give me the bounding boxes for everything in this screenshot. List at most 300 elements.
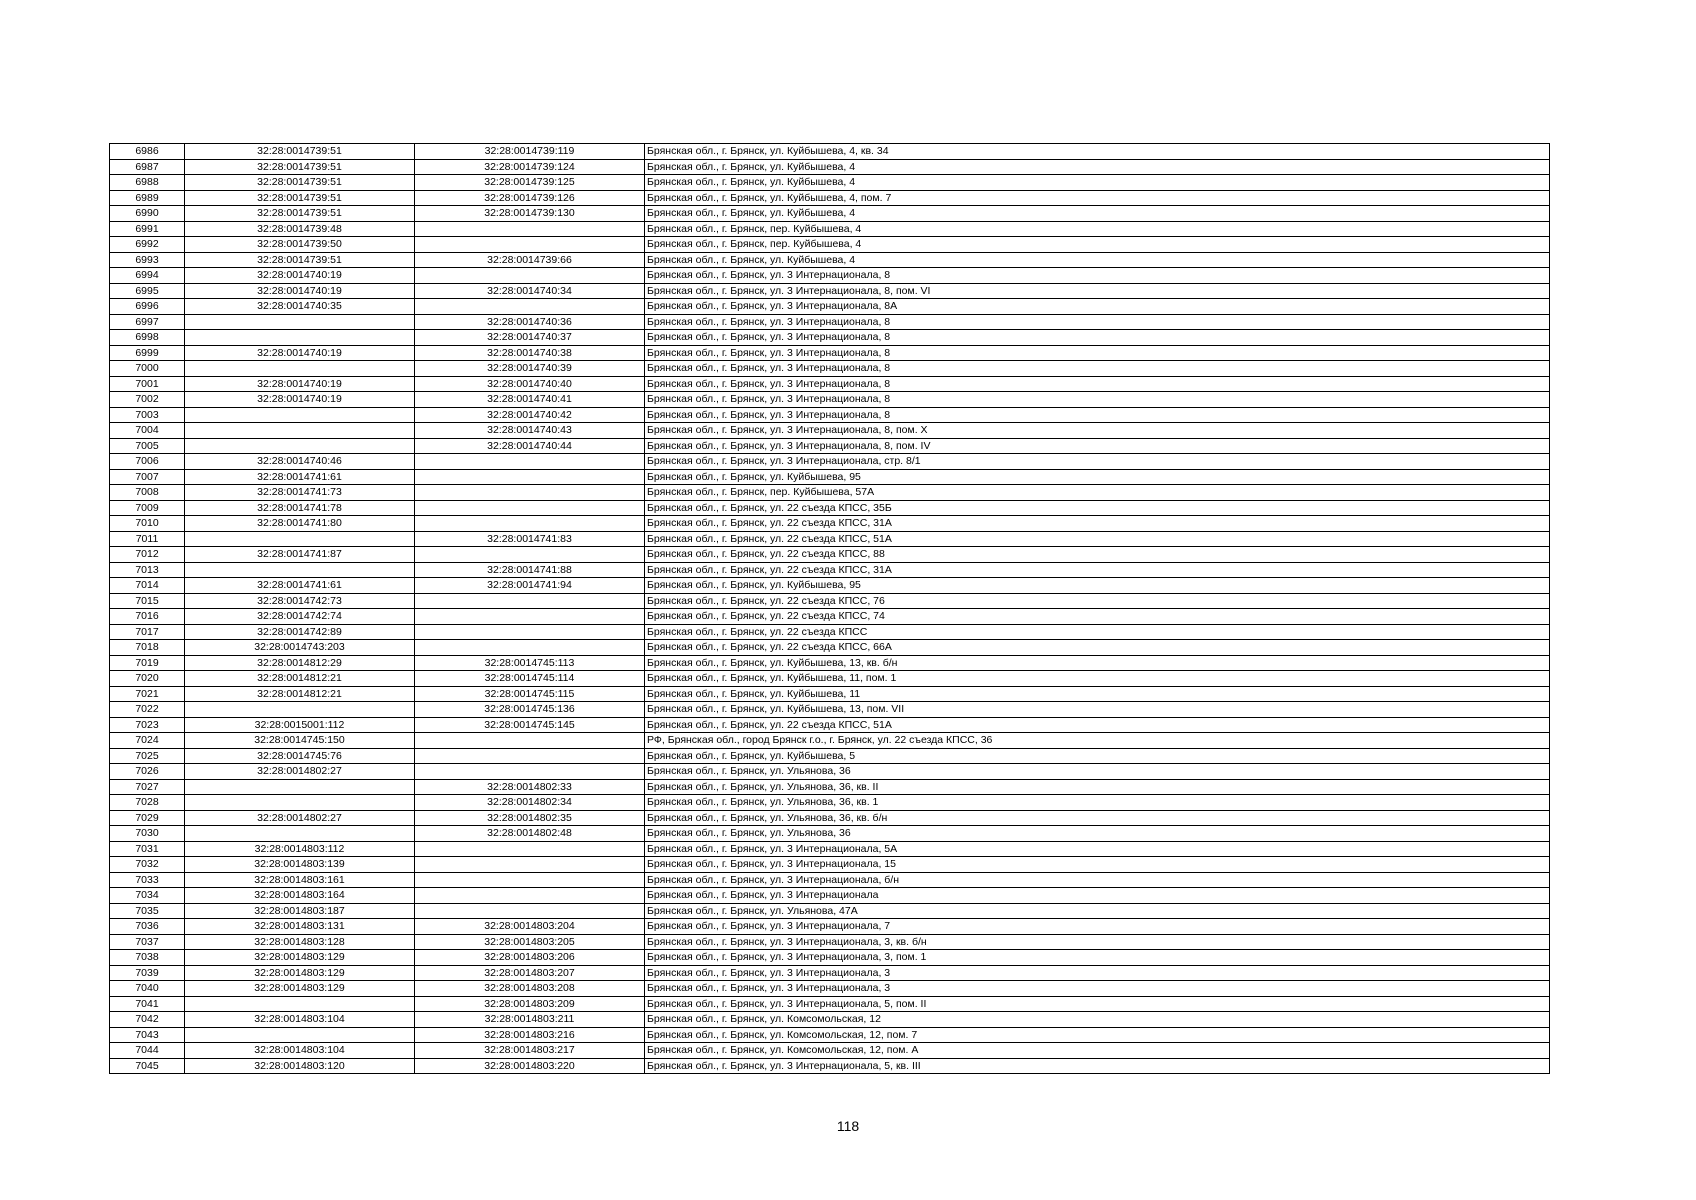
table-row (110, 717, 1550, 733)
address-cell: Брянская обл., г. Брянск, ул. Ульянова, 47А (645, 903, 1550, 919)
table-row (110, 981, 1550, 997)
table-row (110, 810, 1550, 826)
cadastral-number-cell: 32:28:0014740:44 (415, 438, 645, 454)
parent-cadastral-number-cell: 32:28:0014803:139 (185, 857, 415, 873)
cadastral-number-cell: 32:28:0014740:37 (415, 330, 645, 346)
row-number-cell: 7037 (110, 934, 185, 950)
row-number-cell: 7012 (110, 547, 185, 563)
row-number-cell: 7020 (110, 671, 185, 687)
table-row (110, 531, 1550, 547)
address-cell: Брянская обл., г. Брянск, ул. 3 Интернационала, 8 (645, 392, 1550, 408)
cadastral-number-cell: 32:28:0014745:114 (415, 671, 645, 687)
row-number-cell: 7019 (110, 655, 185, 671)
address-cell: Брянская обл., г. Брянск, ул. Куйбышева, 4, кв. 34 (645, 144, 1550, 160)
address-cell: Брянская обл., г. Брянск, ул. Куйбышева, 95 (645, 578, 1550, 594)
table-row (110, 423, 1550, 439)
cadastral-number-cell: 32:28:0014741:88 (415, 562, 645, 578)
address-cell: Брянская обл., г. Брянск, ул. 3 Интернационала, 3, кв. б/н (645, 934, 1550, 950)
row-number-cell: 6996 (110, 299, 185, 315)
table-row (110, 500, 1550, 516)
address-cell: Брянская обл., г. Брянск, ул. Куйбышева, 4 (645, 252, 1550, 268)
table-row (110, 314, 1550, 330)
cadastral-number-cell: 32:28:0014803:217 (415, 1043, 645, 1059)
table-row (110, 965, 1550, 981)
parent-cadastral-number-cell (185, 702, 415, 718)
address-cell: Брянская обл., г. Брянск, ул. 22 съезда КПСС, 66А (645, 640, 1550, 656)
table-row (110, 934, 1550, 950)
cadastral-number-cell (415, 516, 645, 532)
cadastral-number-cell (415, 872, 645, 888)
address-cell: Брянская обл., г. Брянск, ул. 3 Интернационала, 8 (645, 361, 1550, 377)
address-cell: Брянская обл., г. Брянск, ул. 22 съезда КПСС, 31А (645, 562, 1550, 578)
cadastral-number-cell: 32:28:0014745:113 (415, 655, 645, 671)
parent-cadastral-number-cell: 32:28:0014803:129 (185, 950, 415, 966)
cadastral-number-cell (415, 640, 645, 656)
table-row (110, 361, 1550, 377)
table-row (110, 686, 1550, 702)
parent-cadastral-number-cell: 32:28:0014740:19 (185, 283, 415, 299)
parent-cadastral-number-cell (185, 314, 415, 330)
row-number-cell: 6989 (110, 190, 185, 206)
address-cell: Брянская обл., г. Брянск, ул. Куйбышева, 11 (645, 686, 1550, 702)
row-number-cell: 7011 (110, 531, 185, 547)
address-cell: Брянская обл., г. Брянск, ул. 22 съезда КПСС, 31А (645, 516, 1550, 532)
cadastral-number-cell: 32:28:0014741:94 (415, 578, 645, 594)
table-row (110, 345, 1550, 361)
parent-cadastral-number-cell: 32:28:0014739:51 (185, 252, 415, 268)
table-row (110, 547, 1550, 563)
address-cell: Брянская обл., г. Брянск, ул. 3 Интернационала, 5, пом. II (645, 996, 1550, 1012)
parent-cadastral-number-cell: 32:28:0014803:187 (185, 903, 415, 919)
address-cell: Брянская обл., г. Брянск, ул. Комсомольская, 12, пом. 7 (645, 1027, 1550, 1043)
parent-cadastral-number-cell: 32:28:0014803:129 (185, 965, 415, 981)
row-number-cell: 7041 (110, 996, 185, 1012)
cadastral-number-cell: 32:28:0014739:130 (415, 206, 645, 222)
row-number-cell: 6990 (110, 206, 185, 222)
row-number-cell: 7035 (110, 903, 185, 919)
page-number: 118 (836, 1118, 860, 1134)
cadastral-number-cell (415, 748, 645, 764)
table-row (110, 237, 1550, 253)
cadastral-number-cell: 32:28:0014740:38 (415, 345, 645, 361)
table-row (110, 996, 1550, 1012)
row-number-cell: 7003 (110, 407, 185, 423)
table-row (110, 516, 1550, 532)
row-number-cell: 7025 (110, 748, 185, 764)
address-cell: РФ, Брянская обл., город Брянск г.о., г. Брянск, ул. 22 съезда КПСС, 36 (645, 733, 1550, 749)
address-cell: Брянская обл., г. Брянск, ул. 22 съезда КПСС, 88 (645, 547, 1550, 563)
parent-cadastral-number-cell: 32:28:0014741:87 (185, 547, 415, 563)
row-number-cell: 7027 (110, 779, 185, 795)
row-number-cell: 7018 (110, 640, 185, 656)
cadastral-number-cell: 32:28:0014803:206 (415, 950, 645, 966)
table-row (110, 159, 1550, 175)
table-row (110, 1043, 1550, 1059)
parent-cadastral-number-cell: 32:28:0014739:51 (185, 206, 415, 222)
row-number-cell: 6986 (110, 144, 185, 160)
row-number-cell: 7040 (110, 981, 185, 997)
cadastral-number-cell: 32:28:0014740:39 (415, 361, 645, 377)
cadastral-number-cell: 32:28:0014740:42 (415, 407, 645, 423)
parent-cadastral-number-cell (185, 826, 415, 842)
parent-cadastral-number-cell: 32:28:0014740:35 (185, 299, 415, 315)
row-number-cell: 7039 (110, 965, 185, 981)
cadastral-number-cell: 32:28:0014739:124 (415, 159, 645, 175)
parent-cadastral-number-cell: 32:28:0014739:50 (185, 237, 415, 253)
address-cell: Брянская обл., г. Брянск, ул. 3 Интернационала, 7 (645, 919, 1550, 935)
table-row (110, 252, 1550, 268)
table-row (110, 1058, 1550, 1074)
cadastral-number-cell: 32:28:0014740:34 (415, 283, 645, 299)
document-sheet (109, 143, 1549, 1074)
cadastral-number-cell (415, 888, 645, 904)
parent-cadastral-number-cell: 32:28:0014745:76 (185, 748, 415, 764)
address-cell: Брянская обл., г. Брянск, ул. 3 Интернационала, 8, пом. IV (645, 438, 1550, 454)
address-cell: Брянская обл., г. Брянск, ул. 3 Интернационала, 15 (645, 857, 1550, 873)
address-cell: Брянская обл., г. Брянск, ул. 3 Интернационала, 3 (645, 965, 1550, 981)
row-number-cell: 7026 (110, 764, 185, 780)
table-row (110, 888, 1550, 904)
row-number-cell: 7015 (110, 593, 185, 609)
cadastral-number-cell (415, 624, 645, 640)
cadastral-number-cell (415, 841, 645, 857)
row-number-cell: 7016 (110, 609, 185, 625)
table-row (110, 795, 1550, 811)
address-cell: Брянская обл., г. Брянск, ул. 3 Интернационала, 8 (645, 376, 1550, 392)
address-cell: Брянская обл., г. Брянск, ул. 3 Интернационала, 8 (645, 345, 1550, 361)
parent-cadastral-number-cell: 32:28:0014745:150 (185, 733, 415, 749)
address-cell: Брянская обл., г. Брянск, ул. 22 съезда КПСС, 76 (645, 593, 1550, 609)
parent-cadastral-number-cell (185, 330, 415, 346)
cadastral-number-cell: 32:28:0014802:34 (415, 795, 645, 811)
address-cell: Брянская обл., г. Брянск, ул. Ульянова, 36 (645, 764, 1550, 780)
row-number-cell: 7007 (110, 469, 185, 485)
row-number-cell: 6992 (110, 237, 185, 253)
address-cell: Брянская обл., г. Брянск, ул. Ульянова, 36 (645, 826, 1550, 842)
table-row (110, 1027, 1550, 1043)
parent-cadastral-number-cell (185, 795, 415, 811)
cadastral-number-cell (415, 299, 645, 315)
row-number-cell: 7042 (110, 1012, 185, 1028)
table-row (110, 841, 1550, 857)
parent-cadastral-number-cell: 32:28:0014741:80 (185, 516, 415, 532)
row-number-cell: 7008 (110, 485, 185, 501)
parent-cadastral-number-cell: 32:28:0014803:128 (185, 934, 415, 950)
parent-cadastral-number-cell: 32:28:0014740:19 (185, 345, 415, 361)
row-number-cell: 7021 (110, 686, 185, 702)
table-row (110, 748, 1550, 764)
row-number-cell: 7024 (110, 733, 185, 749)
parent-cadastral-number-cell (185, 438, 415, 454)
cadastral-number-cell (415, 268, 645, 284)
parent-cadastral-number-cell: 32:28:0014803:104 (185, 1012, 415, 1028)
row-number-cell: 7022 (110, 702, 185, 718)
parent-cadastral-number-cell: 32:28:0014803:164 (185, 888, 415, 904)
cadastral-number-cell: 32:28:0014802:48 (415, 826, 645, 842)
table-row (110, 268, 1550, 284)
parent-cadastral-number-cell (185, 361, 415, 377)
address-cell: Брянская обл., г. Брянск, ул. Ульянова, 36, кв. б/н (645, 810, 1550, 826)
parent-cadastral-number-cell: 32:28:0014739:51 (185, 175, 415, 191)
parent-cadastral-number-cell: 32:28:0014802:27 (185, 810, 415, 826)
cadastral-number-cell: 32:28:0014803:207 (415, 965, 645, 981)
row-number-cell: 7028 (110, 795, 185, 811)
address-cell: Брянская обл., г. Брянск, ул. 3 Интернационала, 5А (645, 841, 1550, 857)
table-row (110, 485, 1550, 501)
address-cell: Брянская обл., г. Брянск, ул. 3 Интернационала, 5, кв. III (645, 1058, 1550, 1074)
parent-cadastral-number-cell (185, 1027, 415, 1043)
cadastral-number-cell: 32:28:0014739:66 (415, 252, 645, 268)
cadastral-number-cell (415, 237, 645, 253)
cadastral-number-cell (415, 857, 645, 873)
cadastral-number-cell (415, 485, 645, 501)
parent-cadastral-number-cell: 32:28:0014741:61 (185, 578, 415, 594)
table-row (110, 1012, 1550, 1028)
parent-cadastral-number-cell (185, 423, 415, 439)
cadastral-number-cell (415, 903, 645, 919)
table-row (110, 206, 1550, 222)
cadastral-number-cell: 32:28:0014802:35 (415, 810, 645, 826)
table-row (110, 283, 1550, 299)
address-cell: Брянская обл., г. Брянск, ул. 3 Интернационала, 3, пом. 1 (645, 950, 1550, 966)
parent-cadastral-number-cell: 32:28:0014741:61 (185, 469, 415, 485)
cadastral-number-cell: 32:28:0014803:220 (415, 1058, 645, 1074)
row-number-cell: 7001 (110, 376, 185, 392)
table-row (110, 609, 1550, 625)
cadastral-number-cell (415, 221, 645, 237)
cadastral-number-cell (415, 609, 645, 625)
row-number-cell: 7005 (110, 438, 185, 454)
parent-cadastral-number-cell: 32:28:0014812:29 (185, 655, 415, 671)
row-number-cell: 7010 (110, 516, 185, 532)
cadastral-number-cell: 32:28:0014739:126 (415, 190, 645, 206)
cadastral-number-cell: 32:28:0014745:136 (415, 702, 645, 718)
address-cell: Брянская обл., г. Брянск, ул. Ульянова, 36, кв. 1 (645, 795, 1550, 811)
table-row (110, 407, 1550, 423)
row-number-cell: 7004 (110, 423, 185, 439)
table-row (110, 671, 1550, 687)
address-cell: Брянская обл., г. Брянск, пер. Куйбышева, 4 (645, 221, 1550, 237)
parent-cadastral-number-cell: 32:28:0014803:129 (185, 981, 415, 997)
row-number-cell: 7006 (110, 454, 185, 470)
address-cell: Брянская обл., г. Брянск, ул. Ульянова, 36, кв. II (645, 779, 1550, 795)
cadastral-number-cell: 32:28:0014740:41 (415, 392, 645, 408)
row-number-cell: 6995 (110, 283, 185, 299)
table-row (110, 640, 1550, 656)
address-cell: Брянская обл., г. Брянск, ул. 3 Интернационала, 8 (645, 314, 1550, 330)
table-row (110, 175, 1550, 191)
address-cell: Брянская обл., г. Брянск, ул. 3 Интернационала, 8, пом. X (645, 423, 1550, 439)
row-number-cell: 7000 (110, 361, 185, 377)
address-cell: Брянская обл., г. Брянск, ул. Куйбышева, 13, пом. VII (645, 702, 1550, 718)
parent-cadastral-number-cell: 32:28:0014742:74 (185, 609, 415, 625)
parent-cadastral-number-cell: 32:28:0014740:19 (185, 392, 415, 408)
cadastral-number-cell (415, 469, 645, 485)
address-cell: Брянская обл., г. Брянск, ул. 3 Интернационала (645, 888, 1550, 904)
row-number-cell: 7045 (110, 1058, 185, 1074)
cadastral-number-cell: 32:28:0014803:216 (415, 1027, 645, 1043)
cadastral-number-cell: 32:28:0014740:43 (415, 423, 645, 439)
cadastral-number-cell (415, 500, 645, 516)
parent-cadastral-number-cell: 32:28:0014742:89 (185, 624, 415, 640)
cadastral-number-cell: 32:28:0014803:204 (415, 919, 645, 935)
row-number-cell: 7002 (110, 392, 185, 408)
row-number-cell: 7043 (110, 1027, 185, 1043)
row-number-cell: 6998 (110, 330, 185, 346)
address-cell: Брянская обл., г. Брянск, ул. 3 Интернационала, б/н (645, 872, 1550, 888)
row-number-cell: 7033 (110, 872, 185, 888)
row-number-cell: 7009 (110, 500, 185, 516)
table-row (110, 950, 1550, 966)
cadastral-number-cell: 32:28:0014740:40 (415, 376, 645, 392)
cadastral-number-cell (415, 733, 645, 749)
parent-cadastral-number-cell: 32:28:0014802:27 (185, 764, 415, 780)
cadastral-number-cell: 32:28:0014803:211 (415, 1012, 645, 1028)
row-number-cell: 7036 (110, 919, 185, 935)
address-cell: Брянская обл., г. Брянск, ул. Комсомольская, 12, пом. А (645, 1043, 1550, 1059)
row-number-cell: 7044 (110, 1043, 185, 1059)
parent-cadastral-number-cell: 32:28:0014739:51 (185, 144, 415, 160)
address-cell: Брянская обл., г. Брянск, ул. Куйбышева, 13, кв. б/н (645, 655, 1550, 671)
table-row (110, 578, 1550, 594)
parent-cadastral-number-cell: 32:28:0014741:73 (185, 485, 415, 501)
table-row (110, 593, 1550, 609)
row-number-cell: 7031 (110, 841, 185, 857)
cadastral-number-cell: 32:28:0014741:83 (415, 531, 645, 547)
table-row (110, 857, 1550, 873)
table-row (110, 655, 1550, 671)
address-cell: Брянская обл., г. Брянск, ул. 22 съезда КПСС, 35Б (645, 500, 1550, 516)
table-row (110, 702, 1550, 718)
cadastral-number-cell (415, 454, 645, 470)
row-number-cell: 7030 (110, 826, 185, 842)
cadastral-number-cell: 32:28:0014740:36 (415, 314, 645, 330)
address-cell: Брянская обл., г. Брянск, ул. Куйбышева, 5 (645, 748, 1550, 764)
row-number-cell: 6993 (110, 252, 185, 268)
address-cell: Брянская обл., г. Брянск, ул. 3 Интернационала, стр. 8/1 (645, 454, 1550, 470)
address-cell: Брянская обл., г. Брянск, ул. 3 Интернационала, 8 (645, 330, 1550, 346)
address-cell: Брянская обл., г. Брянск, ул. 22 съезда КПСС, 51А (645, 717, 1550, 733)
address-cell: Брянская обл., г. Брянск, ул. Куйбышева, 11, пом. 1 (645, 671, 1550, 687)
address-cell: Брянская обл., г. Брянск, ул. 22 съезда КПСС, 74 (645, 609, 1550, 625)
table-row (110, 438, 1550, 454)
row-number-cell: 6991 (110, 221, 185, 237)
table-row (110, 733, 1550, 749)
address-cell: Брянская обл., г. Брянск, ул. 3 Интернационала, 3 (645, 981, 1550, 997)
cadastral-number-cell: 32:28:0014803:205 (415, 934, 645, 950)
address-cell: Брянская обл., г. Брянск, ул. Комсомольская, 12 (645, 1012, 1550, 1028)
address-cell: Брянская обл., г. Брянск, ул. 3 Интернационала, 8, пом. VI (645, 283, 1550, 299)
row-number-cell: 7013 (110, 562, 185, 578)
parent-cadastral-number-cell: 32:28:0014803:131 (185, 919, 415, 935)
cadastral-number-cell: 32:28:0014803:209 (415, 996, 645, 1012)
row-number-cell: 6988 (110, 175, 185, 191)
parent-cadastral-number-cell: 32:28:0014739:48 (185, 221, 415, 237)
address-cell: Брянская обл., г. Брянск, ул. 3 Интернационала, 8 (645, 407, 1550, 423)
row-number-cell: 7014 (110, 578, 185, 594)
parent-cadastral-number-cell (185, 407, 415, 423)
parent-cadastral-number-cell: 32:28:0014803:120 (185, 1058, 415, 1074)
parent-cadastral-number-cell: 32:28:0015001:112 (185, 717, 415, 733)
table-row (110, 454, 1550, 470)
parent-cadastral-number-cell: 32:28:0014743:203 (185, 640, 415, 656)
cadastral-number-cell (415, 547, 645, 563)
address-cell: Брянская обл., г. Брянск, ул. Куйбышева, 4, пом. 7 (645, 190, 1550, 206)
parent-cadastral-number-cell: 32:28:0014740:46 (185, 454, 415, 470)
row-number-cell: 7029 (110, 810, 185, 826)
address-cell: Брянская обл., г. Брянск, ул. Куйбышева, 4 (645, 159, 1550, 175)
address-cell: Брянская обл., г. Брянск, ул. 3 Интернационала, 8 (645, 268, 1550, 284)
table-row (110, 330, 1550, 346)
address-cell: Брянская обл., г. Брянск, ул. 3 Интернационала, 8А (645, 299, 1550, 315)
table-row (110, 826, 1550, 842)
table-row (110, 919, 1550, 935)
table-row (110, 469, 1550, 485)
parent-cadastral-number-cell: 32:28:0014741:78 (185, 500, 415, 516)
registry-table-body (110, 144, 1550, 1074)
parent-cadastral-number-cell (185, 531, 415, 547)
cadastral-number-cell (415, 593, 645, 609)
row-number-cell: 7032 (110, 857, 185, 873)
row-number-cell: 6999 (110, 345, 185, 361)
table-row (110, 872, 1550, 888)
parent-cadastral-number-cell: 32:28:0014740:19 (185, 376, 415, 392)
table-row (110, 903, 1550, 919)
row-number-cell: 6997 (110, 314, 185, 330)
table-row (110, 392, 1550, 408)
parent-cadastral-number-cell: 32:28:0014740:19 (185, 268, 415, 284)
table-row (110, 190, 1550, 206)
address-cell: Брянская обл., г. Брянск, пер. Куйбышева, 57А (645, 485, 1550, 501)
parent-cadastral-number-cell: 32:28:0014739:51 (185, 190, 415, 206)
address-cell: Брянская обл., г. Брянск, ул. 22 съезда КПСС (645, 624, 1550, 640)
address-cell: Брянская обл., г. Брянск, ул. Куйбышева, 95 (645, 469, 1550, 485)
address-cell: Брянская обл., г. Брянск, ул. 22 съезда КПСС, 51А (645, 531, 1550, 547)
row-number-cell: 7034 (110, 888, 185, 904)
parent-cadastral-number-cell (185, 996, 415, 1012)
parent-cadastral-number-cell: 32:28:0014803:104 (185, 1043, 415, 1059)
parent-cadastral-number-cell: 32:28:0014812:21 (185, 671, 415, 687)
row-number-cell: 6987 (110, 159, 185, 175)
address-cell: Брянская обл., г. Брянск, ул. Куйбышева, 4 (645, 175, 1550, 191)
parent-cadastral-number-cell: 32:28:0014803:112 (185, 841, 415, 857)
table-row (110, 376, 1550, 392)
table-row (110, 144, 1550, 160)
cadastral-number-cell: 32:28:0014739:119 (415, 144, 645, 160)
table-row (110, 221, 1550, 237)
parent-cadastral-number-cell: 32:28:0014803:161 (185, 872, 415, 888)
table-row (110, 299, 1550, 315)
parent-cadastral-number-cell: 32:28:0014739:51 (185, 159, 415, 175)
parent-cadastral-number-cell: 32:28:0014742:73 (185, 593, 415, 609)
row-number-cell: 7023 (110, 717, 185, 733)
cadastral-number-cell: 32:28:0014745:115 (415, 686, 645, 702)
parent-cadastral-number-cell (185, 562, 415, 578)
row-number-cell: 7017 (110, 624, 185, 640)
table-row (110, 624, 1550, 640)
table-row (110, 779, 1550, 795)
parent-cadastral-number-cell: 32:28:0014812:21 (185, 686, 415, 702)
table-row (110, 764, 1550, 780)
cadastral-number-cell: 32:28:0014802:33 (415, 779, 645, 795)
address-cell: Брянская обл., г. Брянск, пер. Куйбышева, 4 (645, 237, 1550, 253)
table-row (110, 562, 1550, 578)
row-number-cell: 6994 (110, 268, 185, 284)
row-number-cell: 7038 (110, 950, 185, 966)
cadastral-number-cell: 32:28:0014739:125 (415, 175, 645, 191)
property-registry-table (109, 143, 1550, 1074)
parent-cadastral-number-cell (185, 779, 415, 795)
